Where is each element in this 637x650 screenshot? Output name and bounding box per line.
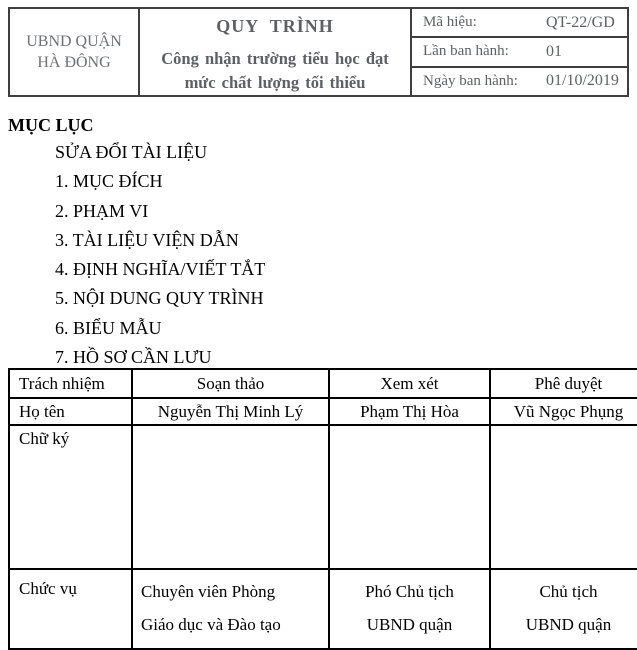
drafter-role-line1: Chuyên viên Phòng <box>141 582 276 601</box>
header-approved-by: Phê duyệt <box>490 369 637 398</box>
table-of-contents <box>8 112 265 372</box>
toc-list <box>55 138 265 372</box>
header-drafted-by: Soạn thảo <box>132 369 329 398</box>
approver-signature-cell <box>490 425 637 569</box>
toc-item: 7. HỒ SƠ CẦN LƯU <box>55 347 212 368</box>
toc-item: SỬA ĐỔI TÀI LIỆU <box>55 142 208 162</box>
signature-row-label: Chữ ký <box>9 425 132 569</box>
doc-subtitle-line2: mức chất lượng tối thiểu <box>184 73 366 92</box>
toc-item: 2. PHẠM VI <box>55 200 149 221</box>
meta-label-code: Mã hiệu: <box>423 14 477 31</box>
reviewer-role-line2: UBND quận <box>366 615 453 634</box>
approver-role-line2: UBND quận <box>525 615 612 634</box>
meta-row-issue-number <box>412 38 627 67</box>
drafter-role-cell <box>132 569 329 649</box>
doc-title-cell <box>140 9 412 95</box>
signature-table <box>8 368 637 650</box>
reviewer-signature-cell <box>329 425 490 569</box>
meta-row-code <box>412 9 627 38</box>
toc-heading: MỤC LỤC <box>8 115 94 135</box>
drafter-signature-cell <box>132 425 329 569</box>
signature-table-header-row <box>9 369 637 398</box>
drafter-name: Nguyễn Thị Minh Lý <box>132 398 329 425</box>
meta-value-issue-number: 01 <box>546 42 562 60</box>
toc-item: 4. ĐỊNH NGHĨA/VIẾT TẮT <box>55 259 266 280</box>
drafter-role-line2: Giáo dục và Đào tạo <box>141 615 281 634</box>
org-name-cell <box>10 9 140 95</box>
meta-row-issue-date <box>412 68 627 95</box>
org-name <box>26 31 122 73</box>
name-row-label: Họ tên <box>9 398 132 425</box>
doc-subtitle <box>140 47 410 95</box>
meta-label-issue-number: Lần ban hành: <box>423 43 509 60</box>
meta-value-issue-date: 01/10/2019 <box>546 72 619 90</box>
toc-item: 3. TÀI LIỆU VIỆN DẪN <box>55 229 239 250</box>
reviewer-name: Phạm Thị Hòa <box>329 398 490 425</box>
approver-role-cell <box>490 569 637 649</box>
role-row-label: Chức vụ <box>9 569 132 649</box>
procedure-header-table <box>8 7 629 97</box>
toc-item: 6. BIỂU MẪU <box>55 317 162 338</box>
reviewer-role-cell <box>329 569 490 649</box>
header-responsibility: Trách nhiệm <box>9 369 132 398</box>
approver-role-line1: Chủ tịch <box>539 582 598 601</box>
approver-name: Vũ Ngọc Phụng <box>490 398 637 425</box>
doc-title: QUY TRÌNH <box>216 16 334 36</box>
reviewer-role-line1: Phó Chủ tịch <box>365 582 454 601</box>
name-row <box>9 398 637 425</box>
header-reviewed-by: Xem xét <box>329 369 490 398</box>
org-name-line2: HÀ ĐÔNG <box>37 54 111 71</box>
meta-value-code: QT-22/GD <box>546 13 615 31</box>
doc-subtitle-line1: Công nhận trường tiểu học đạt <box>161 49 389 68</box>
toc-item: 5. NỘI DUNG QUY TRÌNH <box>55 288 264 309</box>
toc-item: 1. MỤC ĐÍCH <box>55 171 163 192</box>
org-name-line1: UBND QUẬN <box>26 33 122 50</box>
meta-label-issue-date: Ngày ban hành: <box>423 72 518 89</box>
signature-row <box>9 425 637 569</box>
role-row <box>9 569 637 649</box>
doc-meta-cell <box>412 9 627 95</box>
